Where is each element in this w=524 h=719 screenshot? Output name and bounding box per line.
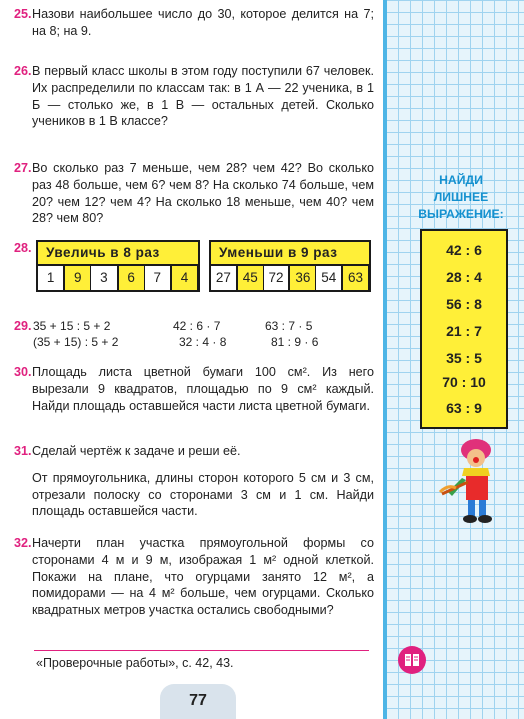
task-number: 31. — [14, 444, 32, 458]
sidebar-expression: 56 : 8 — [446, 296, 482, 312]
sidebar-expression: 63 : 9 — [446, 400, 482, 416]
divide-table — [209, 240, 371, 292]
task-number: 29. — [14, 319, 32, 333]
sidebar-title-line: ЛИШНЕЕ — [433, 190, 489, 204]
task-text: Во сколько раз 7 меньше, чем 28? чем 42? Во сколько раз 48 больше, чем 6? чем 8? На сколько 74 больше, чем 20? чем 12? чем 4? На сколько 18 меньше, чем 40? чем 28? чем 80? — [32, 161, 374, 226]
task-text: Начерти план участка прямоугольной формы со сторонами 4 м и 9 м, изображая 1 м² одной клеткой. Покажи на плане, что огурцами занято 12 м², а помидорами — на 4 м² больше, чем огурцами. Сколько квадратных метров участка остались свободными? — [32, 536, 374, 618]
sidebar-expression: 70 : 10 — [442, 374, 486, 390]
task-number: 28. — [14, 241, 32, 255]
task-number: 25. — [14, 7, 32, 21]
table-cell-answer: 6 — [118, 266, 145, 290]
sidebar-title-line: НАЙДИ — [439, 173, 483, 187]
sidebar-expression: 28 : 4 — [446, 269, 482, 285]
expressions-box — [420, 229, 508, 429]
task-number: 32. — [14, 536, 32, 550]
task-text: Назови наибольшее число до 30, которое делится на 7; на 8; на 9. — [32, 7, 374, 38]
clown-illustration — [438, 436, 508, 524]
task-number: 30. — [14, 365, 32, 379]
task-text: От прямоугольника, длины сторон которого 5 см и 3 см, отрезали полоску со сторонами 3 см и 1 см. Найди площадь оставшейся части. — [32, 470, 374, 519]
sidebar-title — [405, 172, 517, 223]
divide-table-cells — [211, 266, 369, 290]
task-intro: Сделай чертёж к задаче и реши её. — [32, 444, 241, 458]
table-cell: 1 — [38, 266, 64, 290]
page-number: 77 — [160, 684, 236, 719]
table-cell-answer: 4 — [171, 266, 198, 290]
task-31 — [14, 443, 374, 520]
sidebar-expression: 35 : 5 — [446, 350, 482, 366]
multiply-table-title: Увеличь в 8 раз — [38, 242, 198, 266]
task-text: Площадь листа цветной бумаги 100 см². Из него вырезали 9 квадратов, площадью по 9 см² каждый. Найди площадь оставшейся части листа цветной бумаги. — [32, 365, 374, 413]
table-cell: 72 — [264, 266, 290, 290]
table-cell: 7 — [145, 266, 171, 290]
sidebar-expression: 42 : 6 — [446, 242, 482, 258]
multiply-table-cells — [38, 266, 198, 290]
column-divider — [383, 0, 387, 719]
workbook-icon — [397, 645, 427, 675]
task-text: В первый класс школы в этом году поступили 67 человек. Их распределили по классам так: в 1 А — 22 ученика, в 1 Б — столько же, в 1 В — остальных детей. Сколько учеников в 1 В классе? — [32, 64, 374, 129]
footnote-divider — [34, 650, 369, 651]
expression: (35 + 15) : 5 + 2 — [33, 335, 119, 349]
divide-table-title: Уменьши в 9 раз — [211, 242, 369, 266]
expression: 63 : 7 · 5 — [265, 319, 313, 333]
task-30 — [14, 364, 374, 414]
expression: 42 : 6 · 7 — [173, 319, 221, 333]
task-32 — [14, 535, 374, 619]
task-27 — [14, 160, 374, 227]
multiply-table — [36, 240, 200, 292]
table-cell: 27 — [211, 266, 237, 290]
table-cell: 3 — [91, 266, 117, 290]
expression: 35 + 15 : 5 + 2 — [33, 319, 111, 333]
sidebar-title-line: ВЫРАЖЕНИЕ: — [418, 207, 504, 221]
table-cell: 54 — [316, 266, 342, 290]
task-26 — [14, 63, 374, 130]
task-number: 27. — [14, 161, 32, 175]
table-cell-answer: 9 — [64, 266, 91, 290]
table-cell-answer: 63 — [342, 266, 369, 290]
sidebar-expression: 21 : 7 — [446, 323, 482, 339]
task-25 — [14, 6, 374, 40]
footnote-reference: «Проверочные работы», с. 42, 43. — [36, 656, 234, 670]
expression: 81 : 9 · 6 — [271, 335, 319, 349]
table-cell-answer: 45 — [237, 266, 264, 290]
table-cell-answer: 36 — [289, 266, 316, 290]
expression: 32 : 4 · 8 — [179, 335, 227, 349]
task-number: 26. — [14, 64, 32, 78]
